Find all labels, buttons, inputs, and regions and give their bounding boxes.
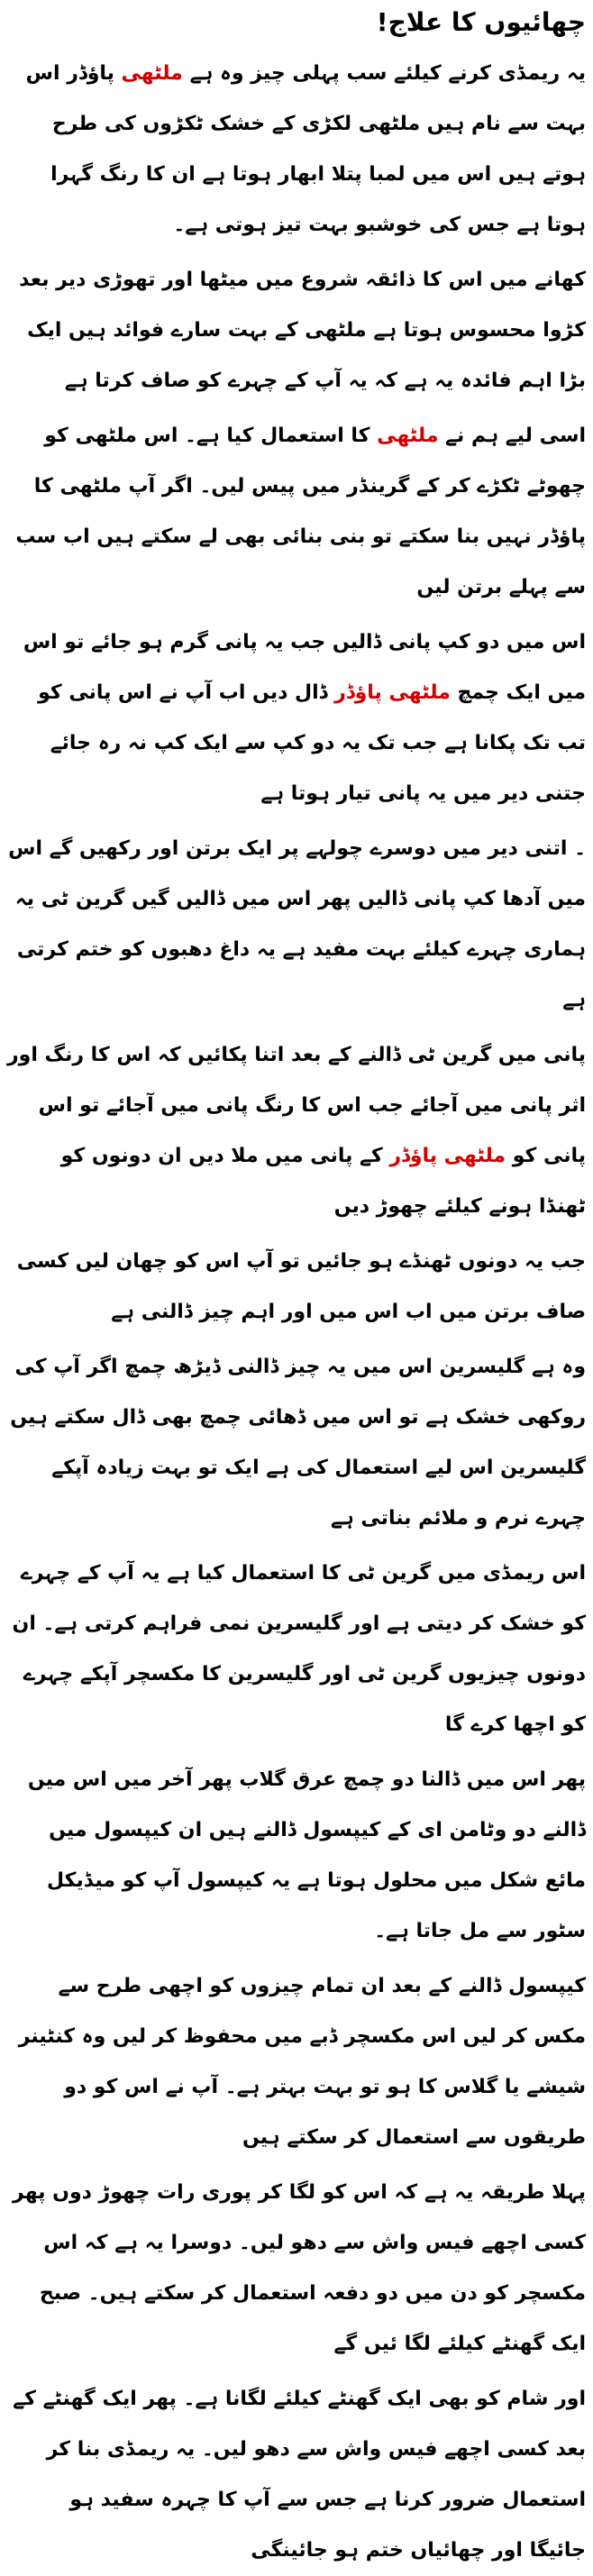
paragraph [7, 1030, 586, 1232]
paragraph-text: پہلا طریقہ یہ ہے کہ اس کو لگا کر پوری رات چھوڑ دوں پھر کسی اچھے فیس واش سے دھو لیں۔ دوسرا یہ ہے کہ اس مکسچر کو دن میں دو دفعہ استعمال کر سکتے ہیں۔ صبح ایک گھنٹے کیلئے لگا ئیں گے [13, 2181, 586, 2355]
paragraph-text: پھر اس میں ڈالنا دو چمچ عرق گلاب پھر آخر میں اس میں ڈالنے دو وٹامن ای کے کیپسول ڈالنے ہیں ان کیپسول میں مائع شکل میں محلول ہوتا ہے یہ کیپسول آپ کو میڈیکل سٹور سے مل جاتا ہے۔ [27, 1768, 586, 1942]
paragraph [7, 824, 586, 1026]
paragraph [7, 1342, 586, 1544]
paragraph-text: اسی لیے ہم نے [438, 425, 586, 447]
paragraph-text: کیپسول ڈالنے کے بعد ان تمام چیزوں کو اچھی طرح سے مکس کر لیں اس مکسچر ڈبے میں محفوظ کر لیں وہ کنٹینر شیشے یا گلاس کا ہو تو بہت بہتر ہے۔ آپ نے اس کو دو طریقوں سے استعمال کر سکتے ہیں [18, 1975, 586, 2149]
highlighted-term: ملٹھی پاؤڈر [389, 1145, 506, 1167]
paragraph-text: یہ ریمڈی کرنے کیلئے سب پہلی چیز وہ ہے [182, 62, 586, 85]
paragraph-text: اس میں دو کپ پانی ڈالیں جب یہ پانی گرم ہو جائے تو اس میں ایک چمچ [23, 631, 586, 704]
paragraph-text: کے پانی میں ملا دیں ان دونوں کو ٹھنڈا ہونے کیلئے چھوڑ دیں [60, 1145, 586, 1218]
paragraph-text: ۔ اتنی دیر میں دوسرے چولہے پر ایک برتن اور رکھیں گے اس میں آدھا کپ پانی ڈالیں پھر اس میں ڈالیں گیں گرین ٹی یہ ہماری چہرے کیلئے بہت مفید ہے یہ داغ دھبوں کو ختم کرتی ہے [8, 837, 586, 1011]
highlighted-term: ملٹھی [121, 62, 183, 85]
paragraph [7, 2374, 586, 2576]
paragraph-text: ڈال دیں اب آپ نے اس پانی کو تب تک پکانا ہے جب تک یہ دو کپ سے ایک کپ نہ رہ جائے جتنی دیر میں یہ پانی تیار ہوتا ہے [38, 681, 586, 805]
paragraph-text: پانی میں گرین ٹی ڈالنے کے بعد اتنا پکائیں کہ اس کا رنگ اور اثر پانی میں آجائے جب اس کا رنگ پانی میں آجائے تو اس پانی کو [7, 1044, 586, 1167]
paragraph [7, 1755, 586, 1957]
paragraph-text: وہ ہے گلیسرین اس میں یہ چیز ڈالنی ڈیڑھ چمچ اگر آپ کی روکھی خشک ہے تو اس میں ڈھائی چمچ بھی ڈال سکتے ہیں گلیسرین اس لیے استعمال کی ہے ایک تو بہت زیادہ آپکے چہرے نرم و ملائم بناتی ہے [10, 1356, 586, 1530]
paragraph-text: اس ریمڈی میں گرین ٹی کا استعمال کیا ہے یہ آپ کے چہرے کو خشک کر دیتی ہے اور گلیسرین نمی فراہم کرتی ہے۔ ان دونوں چیزیوں گرین ٹی اور گلیسرین کا مکسچر آپکے چہرے کو اچھا کرے گا [12, 1562, 586, 1736]
paragraph-text: پاؤڈر اس بہت سے نام ہیں ملٹھی لکڑی کے خشک ٹکڑوں کی طرح ہوتے ہیں اس میں لمبا پتلا ابھار ہوتا ہے ان کا رنگ گہرا ہوتا ہے جس کی خوشبو بہت تیز ہوتی ہے۔ [25, 62, 586, 236]
paragraph [7, 411, 586, 613]
paragraph [7, 255, 586, 406]
paragraph [7, 2168, 586, 2370]
paragraph-text: کھانے میں اس کا ذائقہ شروع میں میٹھا اور تھوڑی دیر بعد کڑوا محسوس ہوتا ہے ملٹھی کے بہت سارے فوائد ہیں ایک بڑا اہم فائدہ یہ ہے کہ یہ آپ کے چہرے کو صاف کرتا ہے [19, 269, 586, 392]
paragraph [7, 617, 586, 819]
paragraph-text: جب یہ دونوں ٹھنڈے ہو جائیں تو آپ اس کو چھان لیں کسی صاف برتن میں اب اس میں اور اہم چیز ڈالنی ہے [16, 1250, 586, 1323]
article-title: چھائیوں کا علاج! [376, 7, 586, 37]
highlighted-term: ملٹھی پاؤڈر [334, 681, 451, 704]
paragraph [7, 1961, 586, 2163]
paragraph [7, 1237, 586, 1338]
article-body [7, 49, 586, 2576]
paragraph [7, 49, 586, 251]
paragraph-text: کا استعمال کیا ہے۔ اس ملٹھی کو چھوٹے ٹکڑے کر کے گرینڈر میں پیس لیں۔ اگر آپ ملٹھی کا پاؤڈر نہیں بنا سکتے تو بنی بنائی بھی لے سکتے ہیں اب سب سے پہلے برتن لیں [15, 425, 586, 598]
paragraph-text: اور شام کو بھی ایک گھنٹے کیلئے لگانا ہے۔ پھر ایک گھنٹے کے بعد کسی اچھے فیس واش سے دھو لیں۔ یہ ریمڈی بنا کر استعمال ضرور کرنا ہے جس سے آپ کا چہرہ سفید ہو جائیگا اور چھائیاں ختم ہو جائینگی [13, 2388, 586, 2562]
highlighted-term: ملٹھی [377, 425, 439, 447]
paragraph [7, 1548, 586, 1750]
